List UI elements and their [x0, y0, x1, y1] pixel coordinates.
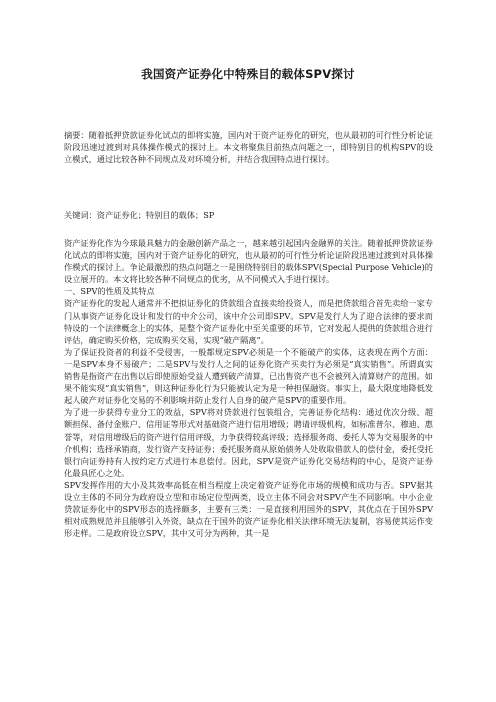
abstract: 摘要：随着抵押贷款证券化试点的即将实施，国内对于资产证券化的研究，也从最初的可行性分析论证阶段迅速过渡到对具体操作模式的探讨上。本文将聚焦目前热点问题之一，即特别目的机构SPV的设立模式，通过比较各种不同规点及对环境分析，并结合我国特点进行探讨。	[64, 130, 433, 165]
keywords: 关键词：资产证券化；特别目的载体；SP	[64, 210, 215, 220]
paragraph-credit-enhancement: 为了进一步获得专业分工的效益，SPV将对贷款进行包装组合，完善证券化结构：通过优次分级、超额担保、备付金账户、信用证等形式对基础资产进行信用增级；聘请评级机构，如标准普尔、穆迪、惠誉等，对信用增级后的资产进行信用评级，力争获得较高评级；选择服务商、委托人等为交易服务的中介机构；选择承销商，发行资产支持证券；委托服务商从原始债务人处收取借款人的偿付金，委托受托银行向证券持有人按约定方式进行本息偿付。因此，SPV是资产证券化交易结构的中心，是资产证券化最具匠心之处。	[64, 407, 433, 478]
paragraph-bankruptcy-remote: 为了保证投资者的利益不受侵害，一般都规定SPV必须是一个不能破产的实体，这表现在两个方面：一是SPV本身不易破产；二是SPV与发行人之间的证券化资产买卖行为必须是“真实销售”。所谓真实销售是指资产在出售以后即使原始受益人遭到破产清算，已出售资产也不会被列入清算财产的范围。如果不能实现“真实销售”，则这种证券化行为只能被认定为是一种担保融资。事实上，最大限度地降低发起人破产对证券化交易的不利影响并防止发行人自身的破产是SPV的重要作用。	[64, 346, 433, 406]
paragraph-spv-definition: 资产证券化的发起人通常并不把拟证券化的贷款组合直接卖给投资人，而是把贷款组合首先卖给一家专门从事资产证券化设计和发行的中介公司，该中介公司即SPV。SPV是发行人为了迎合法律的要求而特设的一个法律概念上的实体，是整个资产证券化中至关重要的环节，它对发起人提供的贷款组合进行评估，确定购买价格，完成购买交易，实现“破产隔离”。	[64, 298, 433, 345]
section-heading: 一、SPV的性质及其特点	[64, 286, 155, 297]
document-title: 我国资产证券化中特殊目的载体SPV探讨	[141, 67, 355, 81]
paragraph-intro: 资产证券化作为今球最具魅力的金融创新产品之一，越来越引起国内金融界的关注。随着抵押贷款证券化试点的即将实施，国内对于资产证券化的研究，也从最初的可行性分析论证阶段迅速过渡到对具体操作模式的探讨上。争论最激烈的热点问题之一是围绕特别目的载体SPV(Special Purpose Vehicle)的设立展开的。本文将比较各种不同规点的优劣，从不同模式入手进行探讨。	[64, 238, 433, 285]
main-body	[64, 237, 433, 701]
paragraph-spv-types: SPV发挥作用的大小及其效率高低在相当程度上决定着资产证券化市场的规模和成功与否。SPV据其设立主体的不同分为政府设立型和市场定位型两类，设立主体不同会对SPV产生不同影响。中小企业贷款证券化中的SPV形态的选择颇多，主要有三类：一是直接利用国外的SPV，其优点在于国外SPV相对成熟规范并且能够引入外资，缺点在于国外的资产证券化相关法律环境无法复制，容易使其运作变形走样。二是政府设立SPV，其中又可分为两种，其一是	[64, 479, 433, 539]
